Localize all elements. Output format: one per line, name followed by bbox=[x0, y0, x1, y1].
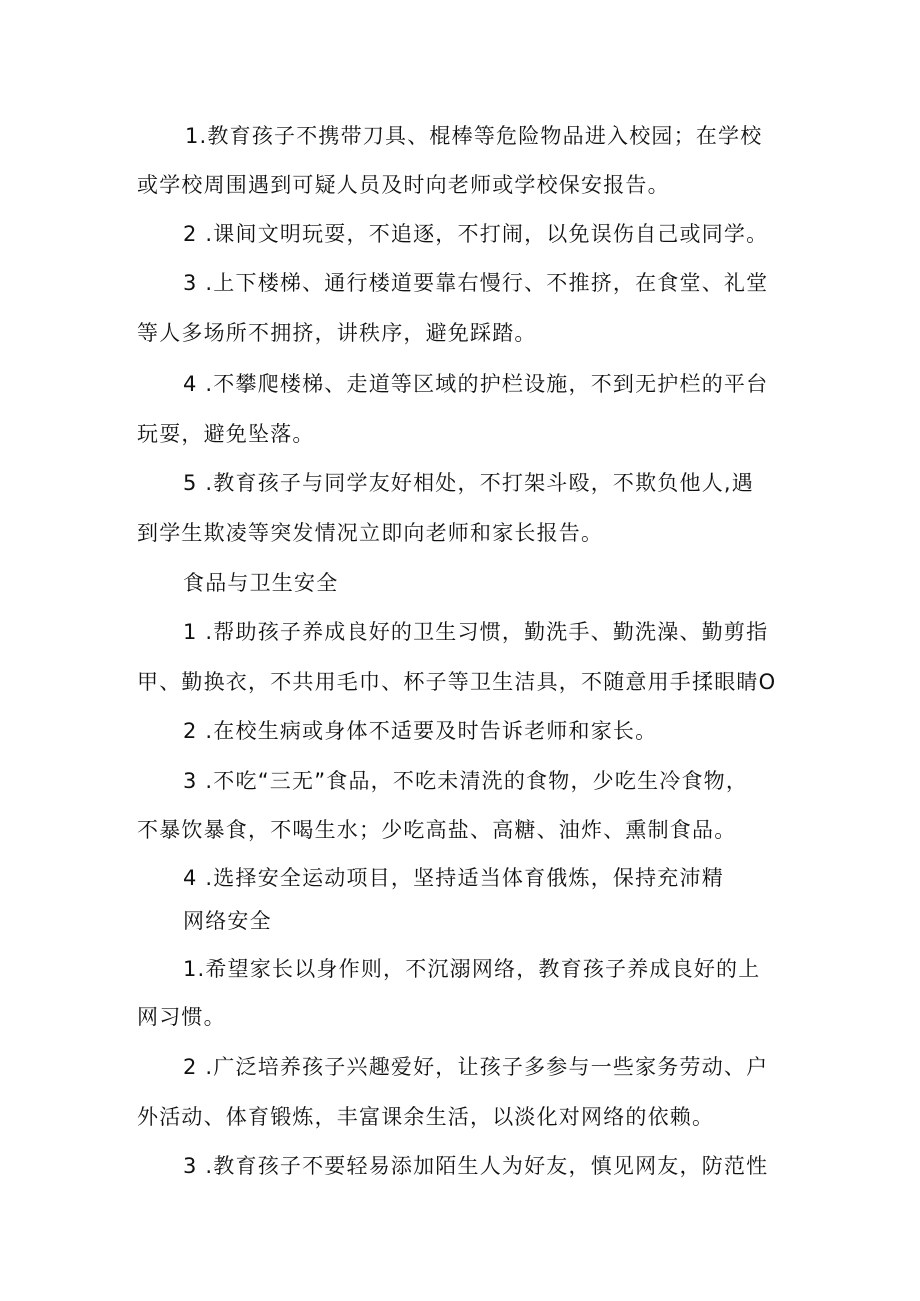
section-heading-network-safety: 网络安全 bbox=[183, 909, 272, 933]
text-line-16: 4 .选择安全运动项目，坚持适当体育俄炼，保持充沛精 bbox=[183, 866, 724, 890]
text-line-4: 3 .上下楼梯、通行楼道要靠右慢行、不推挤，在食堂、礼堂 bbox=[183, 271, 769, 295]
text-line-20: 2 .广泛培养孩子兴趣爱好，让孩子多参与一些家务劳动、户 bbox=[183, 1055, 769, 1079]
text-line-2: 或学校周围遇到可疑人员及时向老师或学校保安报告。 bbox=[137, 173, 670, 197]
text-line-6: 4 .不攀爬楼梯、走道等区域的护栏设施，不到无护栏的平台 bbox=[183, 372, 769, 396]
text-line-5: 等人多场所不拥挤，讲秩序，避免踩踏。 bbox=[137, 321, 537, 345]
text-line-7: 玩耍，避免坠落。 bbox=[137, 422, 315, 446]
text-line-19: 网习惯。 bbox=[137, 1005, 226, 1029]
text-line-3: 2 .课间文明玩耍，不追逐，不打闹，以免误伤自己或同学。 bbox=[183, 222, 769, 246]
text-line-9: 到学生欺凌等突发情况立即向老师和家长报告。 bbox=[137, 521, 604, 545]
text-line-15: 不暴饮暴食，不喝生水；少吃高盐、高糖、油炸、熏制食品。 bbox=[137, 818, 737, 842]
text-line-22: 3 .教育孩子不要轻易添加陌生人为好友，慎见网友，防范性 bbox=[183, 1154, 769, 1178]
section-heading-food-safety: 食品与卫生安全 bbox=[183, 571, 339, 595]
text-line-12: 甲、勤换衣，不共用毛巾、杯子等卫生洁具，不随意用手揉眼睛O bbox=[137, 670, 777, 694]
text-line-13: 2 .在校生病或身体不适要及时告诉老师和家长。 bbox=[183, 719, 658, 743]
text-line-1: 1.教育孩子不携带刀具、棍棒等危险物品进入校园；在学校 bbox=[185, 124, 763, 148]
text-line-14: 3 .不吃“三无”食品，不吃未清洗的食物，少吃生冷食物， bbox=[183, 769, 749, 793]
text-line-18: 1.希望家长以身作则，不沉溺网络，教育孩子养成良好的上 bbox=[183, 957, 761, 981]
text-line-21: 外活动、体育锻炼，丰富课余生活，以淡化对网络的依赖。 bbox=[137, 1105, 715, 1129]
text-line-8: 5 .教育孩子与同学友好相处，不打架斗殴，不欺负他人,遇 bbox=[183, 471, 754, 495]
text-line-11: 1 .帮助孩子养成良好的卫生习惯，勤洗手、勤洗澡、勤剪指 bbox=[183, 620, 769, 644]
